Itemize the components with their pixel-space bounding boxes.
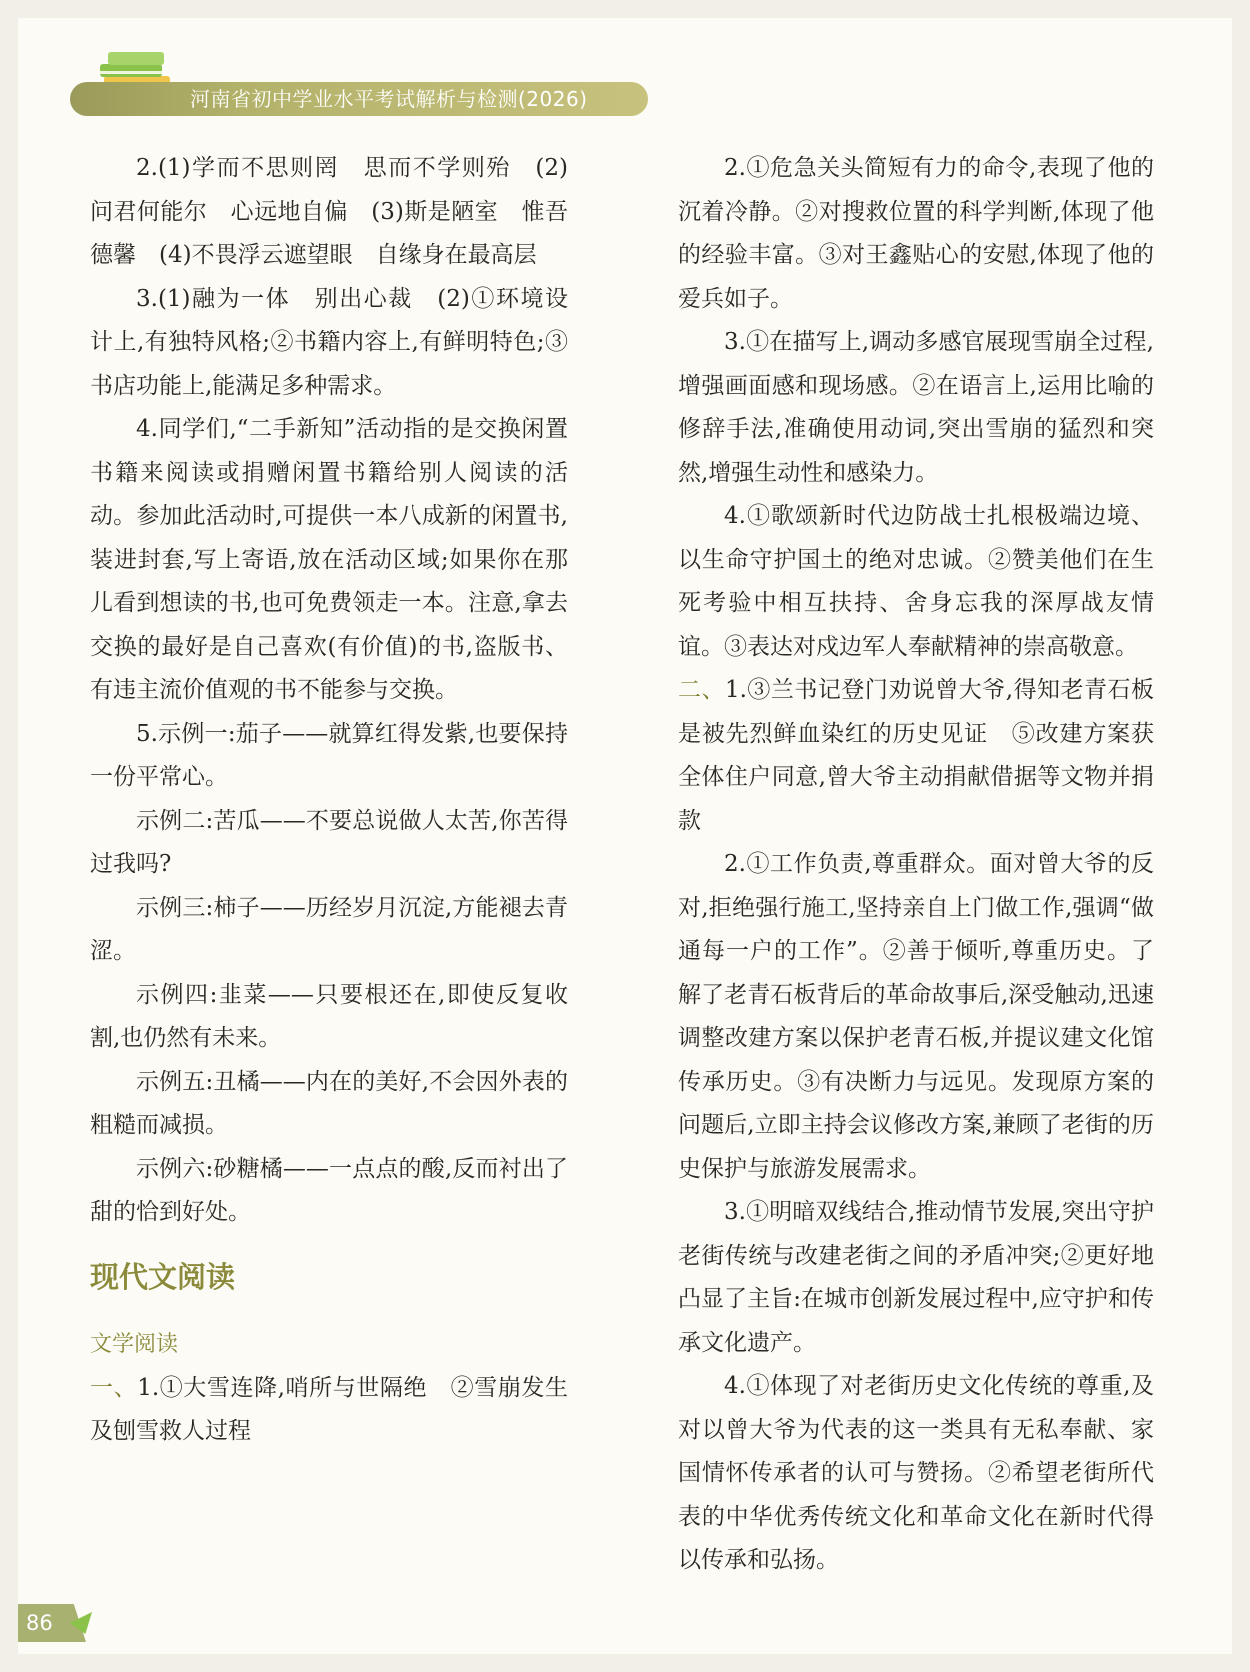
book-title: 河南省初中学业水平考试解析与检测(2026) <box>190 87 588 111</box>
answer-paragraph: 示例四:韭菜——只要根还在,即使反复收割,也仍然有未来。 <box>90 981 568 1051</box>
answer-paragraph: 示例五:丑橘——内在的美好,不会因外表的粗糙而减损。 <box>90 1068 568 1138</box>
answer-paragraph: 3.①明暗双线结合,推动情节发展,突出守护老街传统与改建老街之间的矛盾冲突;②更好地凸显了主旨:在城市创新发展过程中,应守护和传承文化遗产。 <box>678 1199 1154 1356</box>
answer-paragraph: 示例六:砂糖橘——一点点的酸,反而衬出了甜的恰到好处。 <box>90 1155 568 1225</box>
answer-text: 1.③兰书记登门劝说曾大爷,得知老青石板是被先烈鲜血染红的历史见证 ⑤改建方案获全体住户同意,曾大爷主动捐献借据等文物并捐款 <box>678 677 1155 834</box>
answer-paragraph: 示例三:柿子——历经岁月沉淀,方能褪去青涩。 <box>90 894 568 964</box>
answer-text: 1.①大雪连降,哨所与世隔绝 ②雪崩发生及刨雪救人过程 <box>90 1374 569 1444</box>
answer-paragraph: 3.①在描写上,调动多感官展现雪崩全过程,增强画面感和现场感。②在语言上,运用比喻的修辞手法,准确使用动词,突出雪崩的猛烈和突然,增强生动性和感染力。 <box>678 329 1154 486</box>
question-group-mark: 一、 <box>90 1374 138 1401</box>
answer-paragraph <box>678 669 1154 843</box>
answer-paragraph <box>90 1367 568 1454</box>
sub-title: 文学阅读 <box>90 1331 179 1357</box>
question-group-mark: 二、 <box>678 677 725 703</box>
answer-paragraph: 2.(1)学而不思则罔 思而不学则殆 (2)问君何能尔 心远地自偏 (3)斯是陋室 惟吾德馨 (4)不畏浮云遮望眼 自缘身在最高层 <box>90 155 568 268</box>
left-column <box>90 147 568 1454</box>
answer-paragraph: 5.示例一:茄子——就算红得发紫,也要保持一份平常心。 <box>90 720 568 790</box>
section-title: 现代文阅读 <box>90 1259 236 1294</box>
right-column <box>678 147 1154 1583</box>
answer-paragraph: 4.同学们,“二手新知”活动指的是交换闲置书籍来阅读或捐赠闲置书籍给别人阅读的活动。参加此活动时,可提供一本八成新的闲置书,装进封套,写上寄语,放在活动区域;如果你在那儿看到想读的书,也可免费领走一本。注意,拿去交换的最好是自己喜欢(有价值)的书,盗版书、有违主流价值观的书不能参与交换。 <box>90 416 568 703</box>
answer-paragraph: 4.①体现了对老街历史文化传统的尊重,及对以曾大爷为代表的这一类具有无私奉献、家国情怀传承者的认可与赞扬。②希望老街所代表的中华优秀传统文化和革命文化在新时代得以传承和弘扬。 <box>678 1373 1154 1573</box>
page-number: 86 <box>26 1611 53 1635</box>
answer-paragraph: 2.①工作负责,尊重群众。面对曾大爷的反对,拒绝强行施工,坚持亲自上门做工作,强调“做通每一户的工作”。②善于倾听,尊重历史。了解了老青石板背后的革命故事后,深受触动,迅速调整改建方案以保护老青石板,并提议建文化馆传承历史。③有决断力与远见。发现原方案的问题后,立即主持会议修改方案,兼顾了老街的历史保护与旅游发展需求。 <box>678 851 1154 1182</box>
answer-paragraph: 3.(1)融为一体 别出心裁 (2)①环境设计上,有独特风格;②书籍内容上,有鲜明特色;③书店功能上,能满足多种需求。 <box>90 285 568 399</box>
answer-paragraph: 4.①歌颂新时代边防战士扎根极端边境、以生命守护国土的绝对忠诚。②赞美他们在生死考验中相互扶持、舍身忘我的深厚战友情谊。③表达对戍边军人奉献精神的崇高敬意。 <box>678 503 1154 660</box>
answer-paragraph: 示例二:苦瓜——不要总说做人太苦,你苦得过我吗? <box>90 807 568 877</box>
answer-paragraph: 2.①危急关头简短有力的命令,表现了他的沉着冷静。②对搜救位置的科学判断,体现了他的经验丰富。③对王鑫贴心的安慰,体现了他的爱兵如子。 <box>678 155 1154 312</box>
